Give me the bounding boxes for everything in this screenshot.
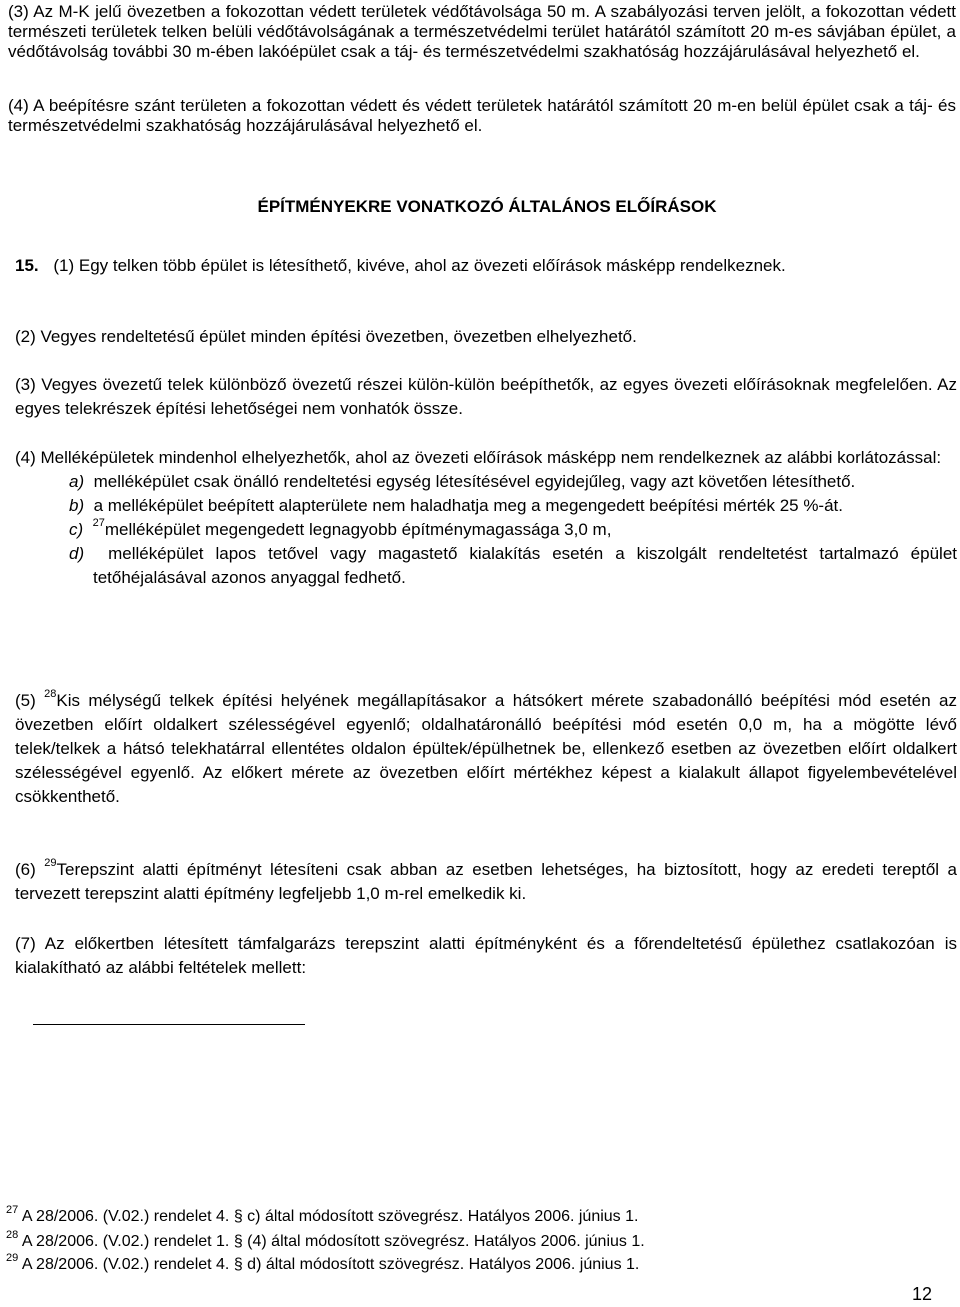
footnote-number: 29 <box>6 1251 19 1264</box>
list-item-a <box>15 470 957 494</box>
section-15-paragraph-3: (3) Vegyes övezetű telek különböző övezetű részei külön-külön beépíthetők, az egyes övezeti előírásoknak megfelelően. Az egyes telekrészek építési lehetőségei nem vonhatók össze. <box>15 375 957 418</box>
list-item-text: melléképület csak önálló rendeltetési egység létesítésével egyidejűleg, vagy azt követően létesíthető. <box>93 472 856 491</box>
paragraph-4-intro: (4) Melléképületek mindenhol elhelyezhetők, ahol az övezeti előírások másképp nem rendelkeznek az alábbi korlátozással: <box>15 448 942 467</box>
section-15-paragraph-2: (2) Vegyes rendeltetésű épület minden építési övezetben, övezetben elhelyezhető. <box>15 327 637 346</box>
footnote-28 <box>6 1228 954 1253</box>
list-letter: c) <box>69 520 84 539</box>
footnote-separator <box>33 1024 305 1025</box>
footnote-number: 27 <box>6 1203 19 1216</box>
page-number: 12 <box>911 1284 932 1304</box>
list-item-text: a melléképület beépített alapterülete nem haladhatja meg a megengedett beépítési mérték 25 %-át. <box>93 496 843 515</box>
list-item-d <box>15 542 957 590</box>
section-15-paragraph-1 <box>15 254 957 278</box>
section-15-paragraph-7: (7) Az előkertben létesített támfalgarázs terepszint alatti építményként és a főrendeltetésű épülethez csatlakozóan is kialakítható az alábbi feltételek mellett: <box>15 934 957 977</box>
footnote-ref[interactable]: 28 <box>44 688 57 701</box>
section-15-paragraph-5 <box>15 689 957 809</box>
footnote-text: A 28/2006. (V.02.) rendelet 1. § (4) által módosított szövegrész. Hatályos 2006. június 1. <box>18 1233 645 1250</box>
footnote-ref[interactable]: 27 <box>92 517 105 530</box>
section-15-paragraph-4 <box>15 446 957 590</box>
list-item-c <box>15 518 957 542</box>
footnote-29 <box>6 1251 954 1276</box>
paragraph-5-text: Kis mélységű telkek építési helyének megállapításakor a hátsókert mérete szabadonálló beépítési mód esetén az övezetben előírt oldalkert szélességével egyenlő; oldalhatáronálló beépítési mód esetén 0,0 m, ha a mögötte lévő telek/telkek a hátsó telekhatárral ellentétes oldalon épültek/épülhetnek be, ellenkező esetben az övezetben előírt oldalkert szélességével egyenlő. Az előkert mérete az övezetben előírt mértékhez képest a kialakult állapot figyelembevételével csökkenthető. <box>15 691 957 806</box>
section-15-paragraph-6 <box>15 858 957 906</box>
footnote-27 <box>6 1203 954 1228</box>
paragraph-label: (6) <box>15 860 45 879</box>
footnote-ref[interactable]: 29 <box>44 857 57 870</box>
footnote-number: 28 <box>6 1228 19 1241</box>
paragraph-4-top: (4) A beépítésre szánt területen a fokozottan védett és védett területek határától számított 20 m-en belül épület csak a táj- és természetvédelmi szakhatóság hozzájárulásával helyezhető el. <box>8 96 956 135</box>
list-item-text: melléképület lapos tetővel vagy magastető kialakítás esetén a kiszolgált rendeltetést tartalmazó épület tetőhéjalásával azonos anyaggal fedhető. <box>93 544 957 587</box>
paragraph-label: (5) <box>15 691 45 710</box>
paragraph-4-list <box>15 470 957 590</box>
list-letter: d) <box>69 544 85 563</box>
list-item-b <box>15 494 957 518</box>
section-15-p1-text: (1) Egy telken több épület is létesíthető, kivéve, ahol az övezeti előírások másképp rendelkeznek. <box>48 256 786 275</box>
section-heading: ÉPÍTMÉNYEKRE VONATKOZÓ ÁLTALÁNOS ELŐÍRÁSOK <box>257 197 717 216</box>
list-letter: a) <box>69 472 85 491</box>
section-number: 15. <box>15 256 39 275</box>
paragraph-6-text: Terepszint alatti építményt létesíteni csak abban az esetben lehetséges, ha biztosított, hogy az eredeti tereptől a tervezett terepszint alatti építmény legfeljebb 1,0 m-rel emelkedik ki. <box>15 860 958 903</box>
paragraph-3-top: (3) Az M-K jelű övezetben a fokozottan védett területek védőtávolsága 50 m. A szabályozási terven jelölt, a fokozottan védett természeti területek telken belüli védőtávolságának a természetvédelmi terület határától számított 20 m-es sávjában épület, a védőtávolság további 30 m-ében lakóépület csak a táj- és természetvédelmi szakhatóság hozzájárulásával helyezhető el. <box>8 2 956 61</box>
list-item-text: melléképület megengedett legnagyobb építménymagassága 3,0 m, <box>104 520 612 539</box>
footnote-text: A 28/2006. (V.02.) rendelet 4. § c) által módosított szövegrész. Hatályos 2006. június 1. <box>18 1208 639 1225</box>
footnote-text: A 28/2006. (V.02.) rendelet 4. § d) által módosított szövegrész. Hatályos 2006. június 1. <box>18 1256 640 1273</box>
list-letter: b) <box>69 496 85 515</box>
